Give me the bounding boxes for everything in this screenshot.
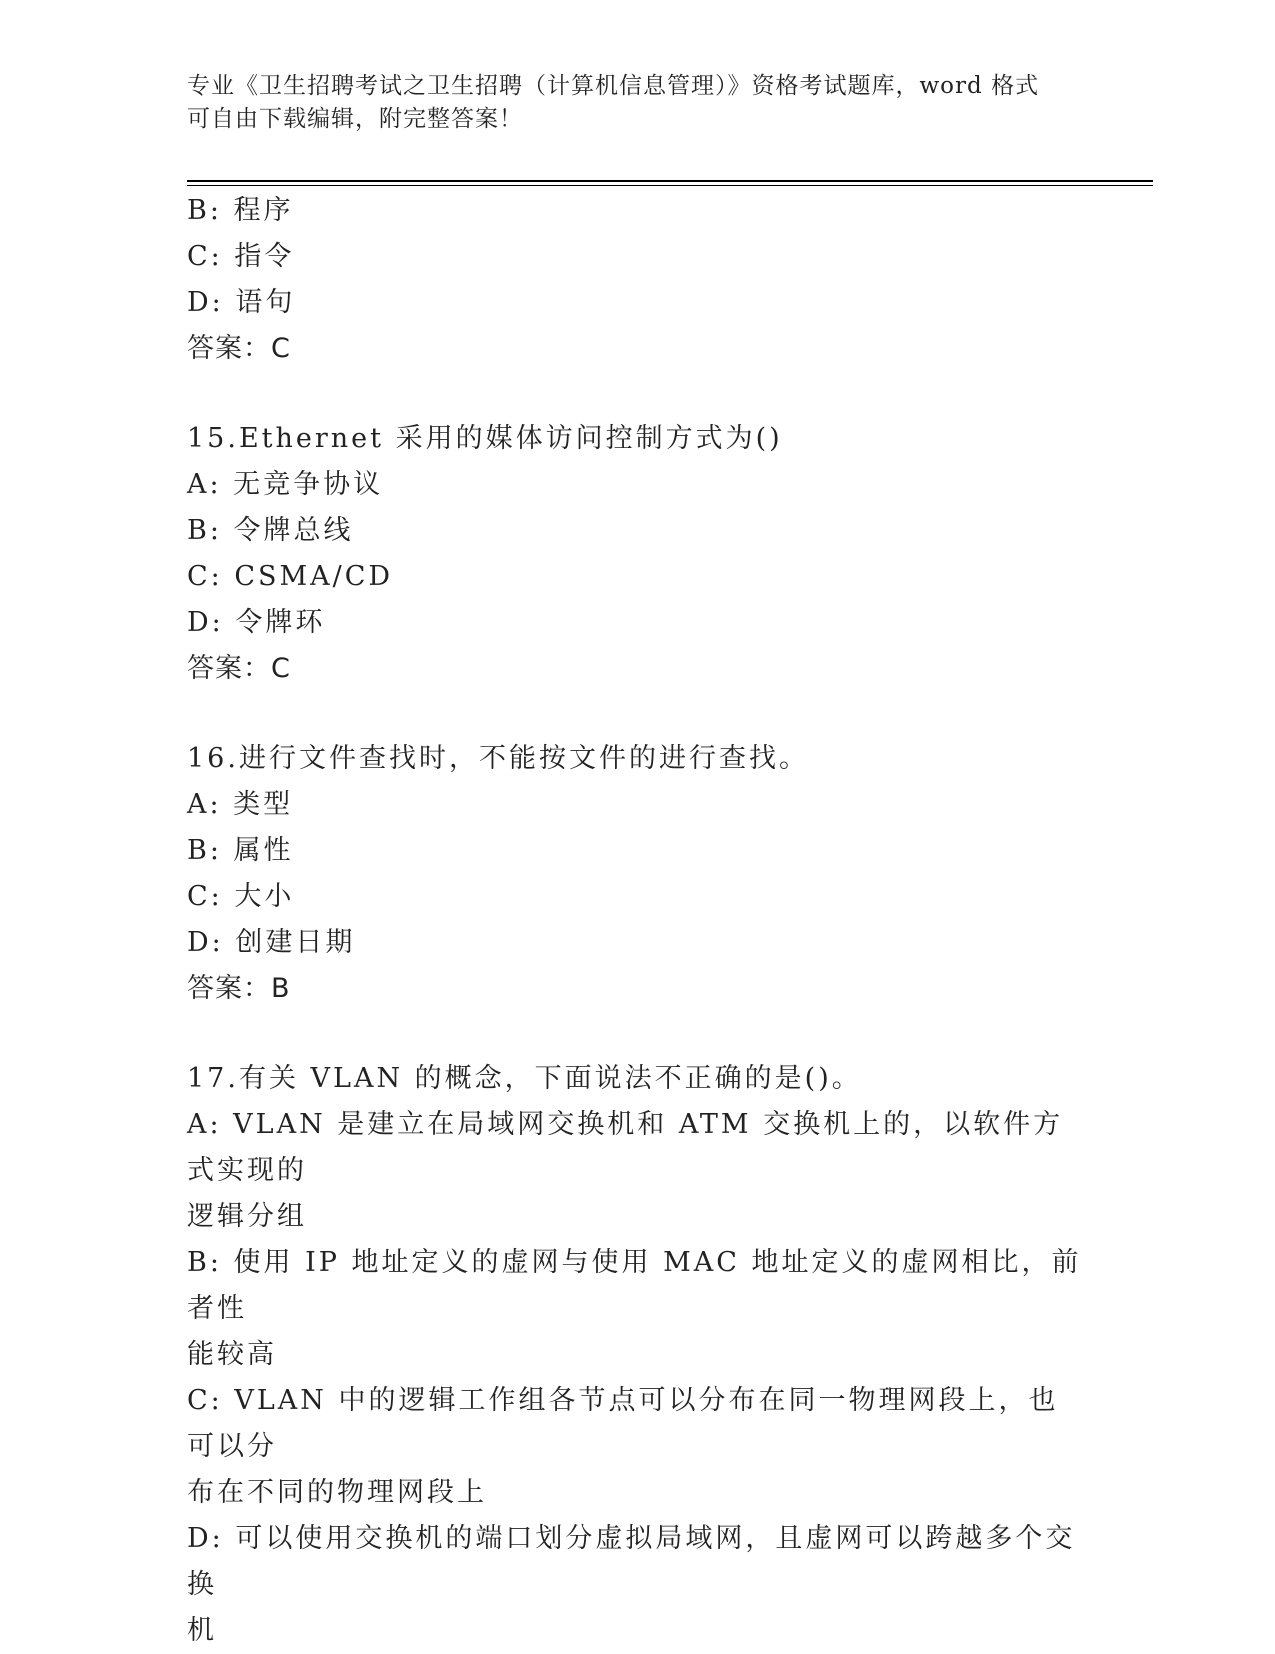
option-a-line-1: A: VLAN 是建立在局域网交换机和 ATM 交换机上的，以软件方式实现的 — [187, 1109, 1064, 1186]
answer: 答案：C — [187, 333, 291, 364]
header-line-1: 专业《卫生招聘考试之卫生招聘（计算机信息管理）》资格考试题库，word 格式 — [187, 73, 1040, 99]
option-b-line-1: B: 使用 IP 地址定义的虚网与使用 MAC 地址定义的虚网相比，前者性 — [187, 1247, 1082, 1324]
question-17 — [187, 1056, 1087, 1654]
option-d-line-2: 机 — [187, 1615, 217, 1646]
option-a-line-2: 逻辑分组 — [187, 1201, 307, 1232]
question-stem: 15.Ethernet 采用的媒体访问控制方式为() — [187, 423, 783, 454]
question-stem: 17.有关 VLAN 的概念，下面说法不正确的是()。 — [187, 1063, 862, 1094]
answer: 答案：B — [187, 973, 291, 1004]
answer: 答案：C — [187, 653, 291, 684]
option-c-line-1: C: VLAN 中的逻辑工作组各节点可以分布在同一物理网段上，也可以分 — [187, 1385, 1059, 1462]
question-stem: 16.进行文件查找时，不能按文件的进行查找。 — [187, 743, 809, 774]
document-header — [187, 70, 1067, 136]
option-d: D: 令牌环 — [187, 607, 326, 638]
header-rule-top — [187, 180, 1153, 182]
option-b: B: 令牌总线 — [187, 515, 354, 546]
option-c-line-2: 布在不同的物理网段上 — [187, 1477, 487, 1508]
option-a: A: 无竞争协议 — [187, 469, 384, 500]
question-15 — [187, 416, 1087, 692]
option-a: A: 类型 — [187, 789, 294, 820]
question-14-tail — [187, 188, 1087, 372]
option-b-line-2: 能较高 — [187, 1339, 277, 1370]
option-d: D: 语句 — [187, 287, 296, 318]
option-d: D: 创建日期 — [187, 927, 356, 958]
option-d-line-1: D: 可以使用交换机的端口划分虚拟局域网，且虚网可以跨越多个交换 — [187, 1523, 1076, 1600]
option-c: C: 大小 — [187, 881, 295, 912]
option-c: C: CSMA/CD — [187, 561, 394, 592]
option-b: B: 属性 — [187, 835, 294, 866]
question-16 — [187, 736, 1087, 1012]
option-c: C: 指令 — [187, 241, 295, 272]
question-content — [187, 188, 1087, 1654]
header-rule-bottom — [187, 185, 1153, 186]
header-line-2: 可自由下载编辑，附完整答案！ — [187, 106, 523, 132]
option-b: B: 程序 — [187, 195, 294, 226]
